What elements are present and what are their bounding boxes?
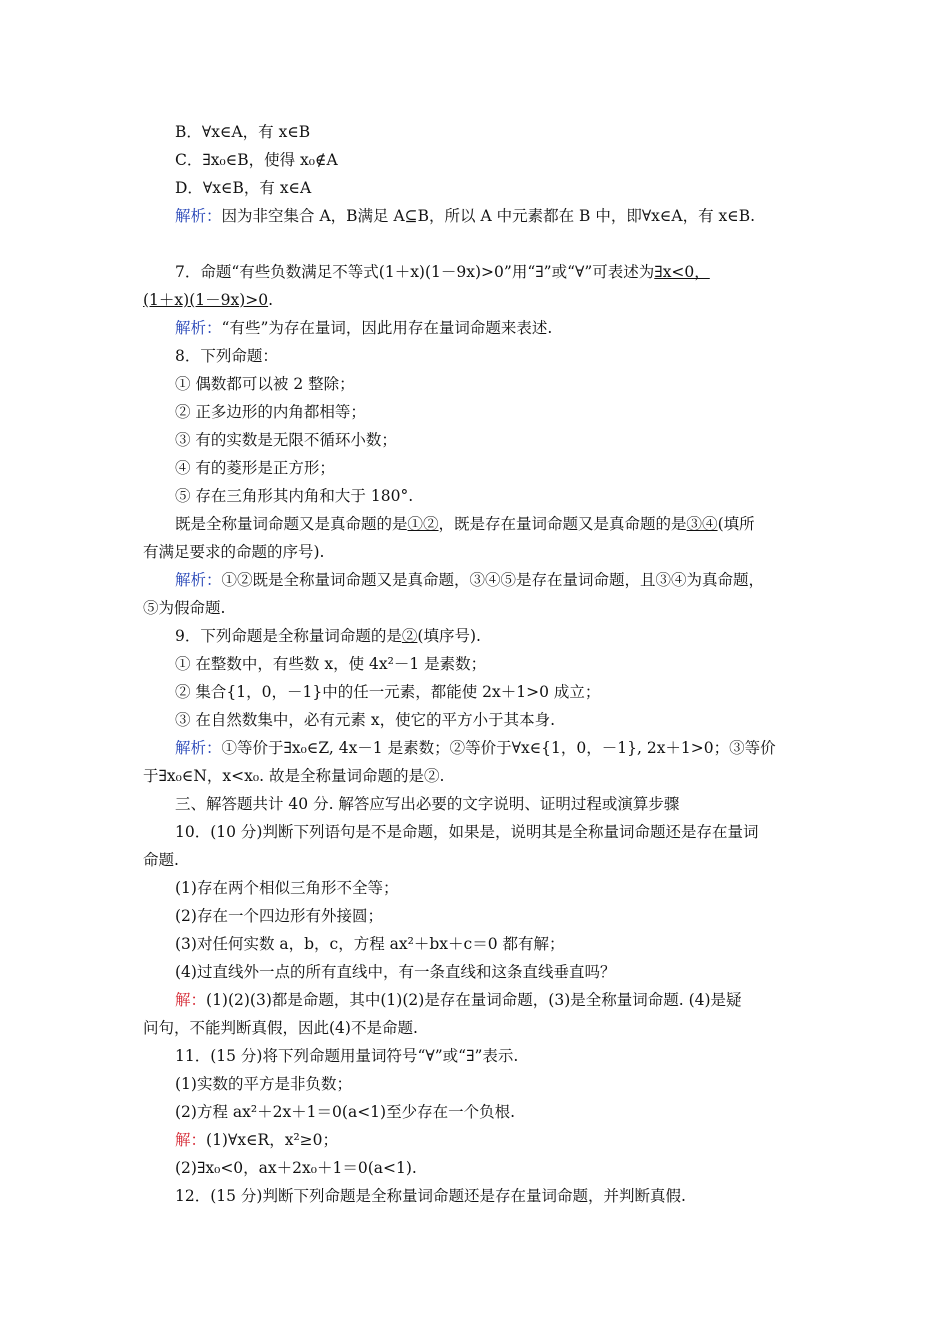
list-item: (3)对任何实数 a，b，c，方程 ax²＋bx＋c＝0 都有解； [175,935,565,953]
list-item: ① 偶数都可以被 2 整除； [175,375,355,393]
question-9: 9．下列命题是全称量词命题的是②(填序号). [175,627,481,645]
analysis-7: 解析：“有些”为存在量词，因此用存在量词命题来表述. [175,319,553,337]
question-7-cont: (1＋x)(1－9x)>0. [143,291,274,309]
list-item: (1)实数的平方是非负数； [175,1075,352,1093]
list-item: ③ 有的实数是无限不循环小数； [175,431,397,449]
analysis-label: 解析： [175,739,222,757]
option-d: D．∀x∈B，有 x∈A [175,179,312,197]
question-10-cont: 命题. [143,851,179,869]
analysis-6: 解析：因为非空集合 A，B满足 A⊆B，所以 A 中元素都在 B 中，即∀x∈A，有 x∈B. [175,207,756,225]
solution-11-cont: (2)∃x₀<0，ax＋2x₀＋1＝0(a<1). [175,1159,417,1177]
analysis-8-cont: ⑤为假命题. [143,599,226,617]
list-item: ⑤ 存在三角形其内角和大于 180°. [175,487,414,505]
solution-10: 解：(1)(2)(3)都是命题，其中(1)(2)是存在量词命题，(3)是全称量词命题. (4)是疑 [175,991,742,1009]
list-item: ④ 有的菱形是正方形； [175,459,335,477]
question-8-prompt-cont: 有满足要求的命题的序号). [143,543,325,561]
list-item: ② 正多边形的内角都相等； [175,403,366,421]
analysis-9-cont: 于∃x₀∈N，x<x₀. 故是全称量词命题的是②. [143,767,445,785]
option-c: C．∃x₀∈B，使得 x₀∉A [175,151,338,169]
question-8: 8．下列命题： [175,347,278,365]
list-item: ① 在整数中，有些数 x，使 4x²－1 是素数； [175,655,487,673]
analysis-label: 解析： [175,319,222,337]
question-10: 10．(10 分)判断下列语句是不是命题，如果是，说明其是全称量词命题还是存在量词 [175,823,759,841]
answer-blank: (1＋x)(1－9x)>0 [143,291,269,309]
solution-10-cont: 问句，不能判断真假，因此(4)不是命题. [143,1019,418,1037]
list-item: ② 集合{1，0，－1}中的任一元素，都能使 2x＋1>0 成立； [175,683,601,701]
analysis-label: 解析： [175,571,222,589]
list-item: (2)方程 ax²＋2x＋1＝0(a<1)至少存在一个负根. [175,1103,516,1121]
list-item: (4)过直线外一点的所有直线中，有一条直线和这条直线垂直吗？ [175,963,616,981]
answer-blank: ② [401,627,418,645]
analysis-8: 解析：①②既是全称量词命题又是真命题，③④⑤是存在量词命题，且③④为真命题， [175,571,765,589]
answer-blank: ①② [407,515,439,533]
question-11: 11．(15 分)将下列命题用量词符号“∀”或“∃”表示. [175,1047,519,1065]
question-8-prompt: 既是全称量词命题又是真命题的是①②，既是存在量词命题又是真命题的是③④(填所 [175,515,755,533]
analysis-9: 解析：①等价于∃x₀∈Z, 4x－1 是素数；②等价于∀x∈{1，0，－1}, 2x＋1>0；③等价 [175,739,776,757]
solution-label: 解： [175,1131,207,1149]
list-item: (2)存在一个四边形有外接圆； [175,907,383,925]
solution-11: 解：(1)∀x∈R，x²≥0； [175,1131,339,1149]
answer-blank: ∃x<0， [654,263,710,281]
list-item: (1)存在两个相似三角形不全等； [175,879,399,897]
option-b: B．∀x∈A，有 x∈B [175,123,311,141]
section-heading: 三、解答题共计 40 分. 解答应写出必要的文字说明、证明过程或演算步骤 [175,795,680,813]
solution-label: 解： [175,991,207,1009]
list-item: ③ 在自然数集中，必有元素 x，使它的平方小于其本身. [175,711,556,729]
question-12: 12．(15 分)判断下列命题是全称量词命题还是存在量词命题，并判断真假. [175,1187,686,1205]
answer-blank: ③④ [686,515,718,533]
question-7: 7．命题“有些负数满足不等式(1＋x)(1－9x)>0”用“∃”或“∀”可表述为∃x<0， [175,263,710,281]
analysis-label: 解析： [175,207,222,225]
